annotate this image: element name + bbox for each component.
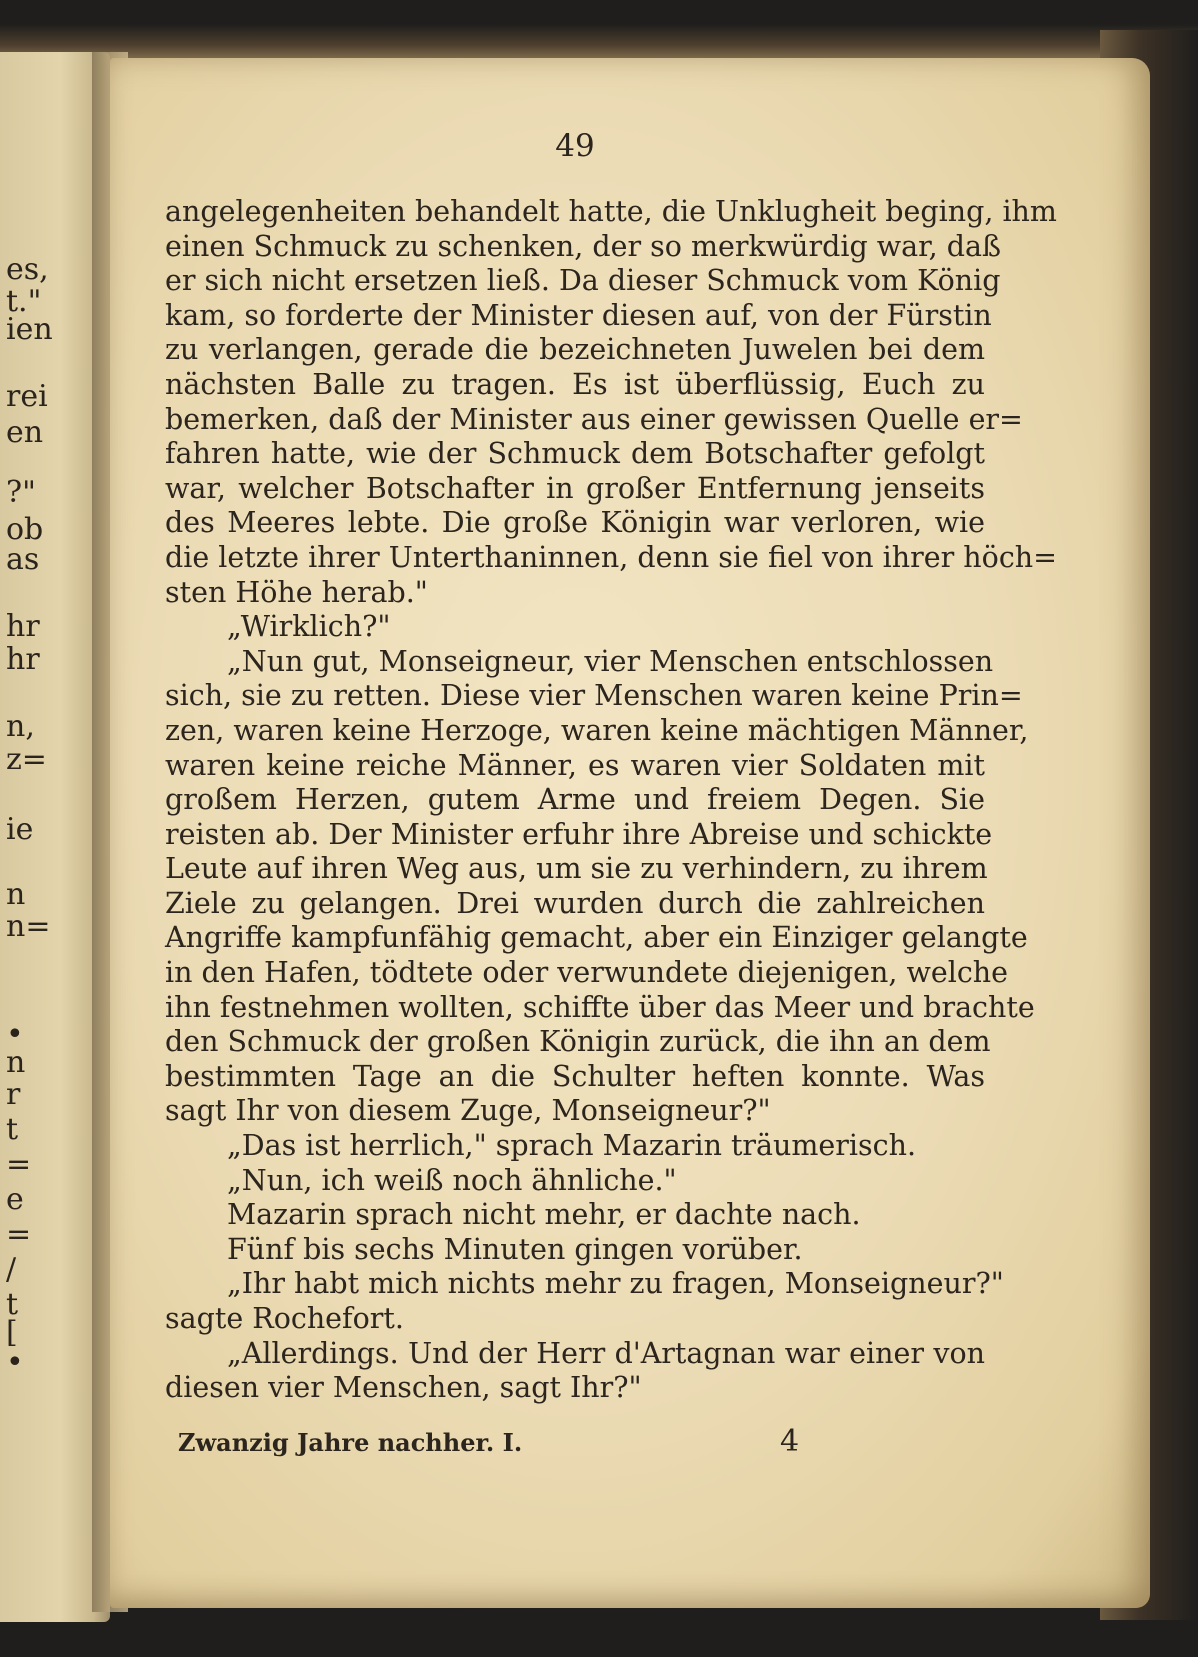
left-page-fragment: = bbox=[6, 1147, 32, 1182]
text-line: zen, waren keine Herzoge, waren keine mächtigen Männer, bbox=[165, 713, 1029, 747]
text-line: die letzte ihrer Unterthaninnen, denn sie fiel von ihrer höch= bbox=[165, 540, 1058, 574]
text-line: bemerken, daß der Minister aus einer gewissen Quelle er= bbox=[165, 402, 1023, 436]
left-page-fragment: ie bbox=[6, 812, 34, 847]
left-page-fragment: ?" bbox=[6, 475, 36, 510]
text-line: angelegenheiten behandelt hatte, die Unklugheit beging, ihm bbox=[165, 195, 1057, 228]
text-line: in den Hafen, tödtete oder verwundete diejenigen, welche bbox=[165, 956, 1009, 990]
text-line: nächsten Balle zu tragen. Es ist überflüssig, Euch zu bbox=[165, 367, 985, 401]
text-line: „Nun gut, Monseigneur, vier Menschen entschlossen bbox=[227, 644, 994, 678]
signature-number: 4 bbox=[780, 1424, 800, 1459]
left-page-fragment: • bbox=[6, 1017, 24, 1052]
left-page-fragment: t." bbox=[6, 284, 42, 319]
signature-mark: Zwanzig Jahre nachher. I. bbox=[178, 1428, 523, 1457]
body-text bbox=[165, 195, 1058, 1406]
text-line: des Meeres lebte. Die große Königin war verloren, wie bbox=[165, 506, 985, 540]
left-page-fragment: t bbox=[6, 1112, 19, 1147]
text-line: den Schmuck der großen Königin zurück, die ihn an dem bbox=[165, 1025, 991, 1059]
left-page-fragment: hr bbox=[6, 642, 40, 677]
page-number: 49 bbox=[555, 128, 595, 164]
left-page-fragment: en bbox=[6, 415, 44, 450]
left-page-fragment: e bbox=[6, 1182, 24, 1217]
left-page-fragment: • bbox=[6, 1345, 24, 1380]
text-line: reisten ab. Der Minister erfuhr ihre Abreise und schickte bbox=[165, 817, 993, 851]
left-page-fragment: as bbox=[6, 542, 40, 577]
text-line: sten Höhe herab." bbox=[165, 575, 428, 609]
left-page-fragment: n= bbox=[6, 909, 51, 944]
text-line: „Das ist herrlich," sprach Mazarin träumerisch. bbox=[227, 1129, 917, 1163]
text-line: war, welcher Botschafter in großer Entfernung jenseits bbox=[165, 471, 985, 505]
text-line: waren keine reiche Männer, es waren vier Soldaten mit bbox=[165, 748, 985, 782]
left-page-fragment: = bbox=[6, 1217, 32, 1252]
text-line: fahren hatte, wie der Schmuck dem Botschafter gefolgt bbox=[165, 437, 985, 471]
text-line: ihn festnehmen wollten, schiffte über das Meer und brachte bbox=[165, 990, 1035, 1024]
left-page-fragment: ien bbox=[6, 312, 53, 347]
text-line: Angriffe kampfunfähig gemacht, aber ein Einziger gelangte bbox=[165, 921, 1028, 955]
text-line: „Ihr habt mich nichts mehr zu fragen, Monseigneur?" bbox=[227, 1267, 1004, 1301]
left-page-fragment: es, bbox=[6, 252, 49, 287]
text-line: Mazarin sprach nicht mehr, er dachte nach. bbox=[227, 1198, 861, 1232]
left-page-fragment: hr bbox=[6, 609, 40, 644]
left-page-fragment: / bbox=[6, 1252, 17, 1287]
left-page-fragment: rei bbox=[6, 379, 48, 414]
text-line: zu verlangen, gerade die bezeichneten Juwelen bei dem bbox=[165, 333, 985, 367]
book-top-edge bbox=[0, 24, 1198, 62]
text-line: „Allerdings. Und der Herr d'Artagnan war einer von bbox=[227, 1336, 985, 1370]
text-line: kam, so forderte der Minister diesen auf, von der Fürstin bbox=[165, 298, 992, 332]
text-line: großem Herzen, gutem Arme und freiem Degen. Sie bbox=[165, 783, 985, 817]
text-line: sich, sie zu retten. Diese vier Menschen waren keine Prin= bbox=[165, 679, 1023, 713]
left-page-fragment: r bbox=[6, 1077, 21, 1112]
text-line: bestimmten Tage an die Schulter heften konnte. Was bbox=[165, 1059, 985, 1093]
left-page-fragment: n bbox=[6, 1045, 26, 1080]
left-page-fragment: [ bbox=[6, 1315, 18, 1350]
text-line: er sich nicht ersetzen ließ. Da dieser Schmuck vom König bbox=[165, 264, 1001, 298]
left-page-fragment: t bbox=[6, 1287, 19, 1322]
text-line: Fünf bis sechs Minuten gingen vorüber. bbox=[227, 1232, 803, 1266]
text-line: einen Schmuck zu schenken, der so merkwürdig war, daß bbox=[165, 229, 1002, 263]
left-page-fragment: n bbox=[6, 877, 26, 912]
text-line: sagt Ihr von diesem Zuge, Monseigneur?" bbox=[165, 1094, 771, 1128]
text-line: sagte Rochefort. bbox=[165, 1302, 404, 1335]
text-line: „Wirklich?" bbox=[227, 610, 391, 644]
left-page-fragment: n, bbox=[6, 709, 35, 744]
text-line: Ziele zu gelangen. Drei wurden durch die zahlreichen bbox=[165, 886, 985, 920]
left-page-fragment: z= bbox=[6, 742, 47, 777]
text-line: Leute auf ihren Weg aus, um sie zu verhindern, zu ihrem bbox=[165, 852, 988, 886]
left-page-fragment: ob bbox=[6, 512, 44, 547]
text-line: „Nun, ich weiß noch ähnliche." bbox=[227, 1163, 677, 1197]
text-line: diesen vier Menschen, sagt Ihr?" bbox=[165, 1371, 642, 1405]
